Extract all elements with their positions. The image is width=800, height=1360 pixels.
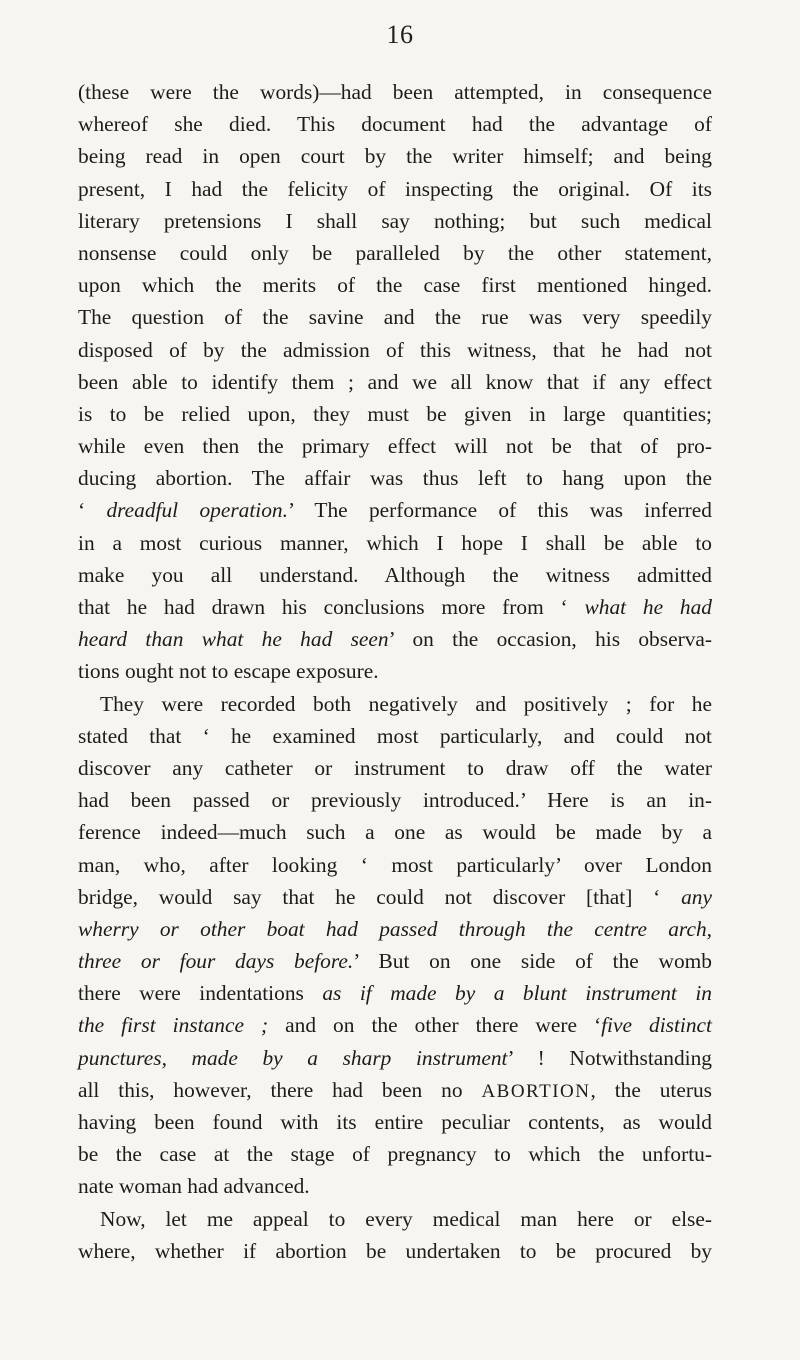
text-line bbox=[78, 1009, 712, 1041]
text-segment: tions ought not to escape exposure. bbox=[78, 659, 379, 684]
text-segment: discover any catheter or instrument to draw off the water bbox=[78, 755, 712, 780]
italic-text: five distinct bbox=[601, 1013, 712, 1038]
text-line bbox=[78, 462, 712, 494]
text-line bbox=[78, 1074, 712, 1106]
text-segment: literary pretensions I shall say nothing; but such medical bbox=[78, 208, 712, 233]
small-caps-text: ABORTION bbox=[481, 1080, 591, 1102]
page-number: 16 bbox=[386, 20, 414, 49]
italic-text: the first instance ; bbox=[78, 1013, 269, 1038]
text-segment: in a most curious manner, which I hope I shall be able to bbox=[78, 530, 712, 555]
text-segment: that he had drawn his conclusions more from ‘ bbox=[78, 595, 585, 619]
text-segment: and on the other there were ‘ bbox=[268, 1013, 602, 1038]
text-segment: all this, however, there had been no bbox=[78, 1077, 482, 1102]
text-line bbox=[78, 591, 712, 623]
text-segment: be the case at the stage of pregnancy to which the unfortu- bbox=[78, 1142, 712, 1167]
text-line bbox=[78, 430, 712, 462]
text-line bbox=[78, 205, 712, 237]
italic-text: as if made by a blunt instrument in bbox=[322, 981, 712, 1006]
text-line bbox=[78, 816, 712, 848]
text-segment: stated that ‘ he examined most particularly, and could not bbox=[78, 723, 712, 748]
text-segment: nonsense could only be paralleled by the other statement, bbox=[78, 240, 712, 265]
text-segment: having been found with its entire peculiar contents, as would bbox=[78, 1110, 712, 1134]
text-line bbox=[78, 1106, 712, 1138]
text-segment: ’ on the occasion, his observa- bbox=[388, 627, 713, 652]
text-segment: upon which the merits of the case first mentioned hinged. bbox=[78, 273, 712, 298]
text-line bbox=[78, 108, 712, 140]
text-segment: ’ But on one side of the womb bbox=[353, 949, 712, 974]
text-line bbox=[78, 688, 712, 720]
text-line bbox=[78, 237, 712, 269]
text-segment: is to be relied upon, they must be given in large quantities; bbox=[78, 401, 712, 426]
text-segment: while even then the primary effect will not be that of pro- bbox=[78, 434, 712, 459]
text-segment: had been passed or previously introduced.’ Here is an in- bbox=[78, 788, 712, 813]
text-line bbox=[78, 913, 712, 945]
text-line bbox=[78, 655, 712, 687]
text-line bbox=[78, 1138, 712, 1170]
text-segment: man, who, after looking ‘ most particularly’ over London bbox=[78, 852, 712, 877]
text-line bbox=[78, 527, 712, 559]
text-segment: ‘ bbox=[78, 498, 107, 523]
text-line bbox=[78, 1203, 712, 1235]
text-segment: make you all understand. Although the witness admitted bbox=[78, 562, 712, 587]
text-segment: The question of the savine and the rue was very speedily bbox=[78, 305, 712, 330]
text-segment: nate woman had advanced. bbox=[78, 1174, 310, 1199]
text-line bbox=[78, 494, 712, 526]
text-segment: there were indentations bbox=[78, 981, 323, 1006]
text-line bbox=[78, 1170, 712, 1202]
text-segment: They were recorded both negatively and positively ; for he bbox=[100, 691, 712, 716]
text-segment: been able to identify them ; and we all know that if any effect bbox=[78, 369, 712, 394]
text-line bbox=[78, 849, 712, 881]
text-segment: ’ The performance of this was inferred bbox=[287, 498, 712, 523]
text-segment: being read in open court by the writer himself; and being bbox=[78, 144, 712, 169]
text-line bbox=[78, 1042, 712, 1074]
text-line bbox=[78, 752, 712, 784]
text-segment: , the uterus bbox=[590, 1077, 713, 1102]
italic-text: what he had bbox=[584, 595, 712, 619]
text-segment: disposed of by the admission of this witness, that he had not bbox=[78, 337, 712, 362]
text-line bbox=[78, 720, 712, 752]
italic-text: three or four days before. bbox=[78, 949, 354, 974]
italic-text: wherry or other boat had passed through the centre arch, bbox=[78, 916, 712, 941]
text-segment: whereof she died. This document had the advantage of bbox=[78, 112, 712, 137]
text-line bbox=[78, 366, 712, 398]
text-line bbox=[78, 559, 712, 591]
body-text bbox=[78, 76, 712, 1267]
text-segment: Now, let me appeal to every medical man here or else- bbox=[100, 1206, 712, 1231]
text-line bbox=[78, 977, 712, 1009]
text-line bbox=[78, 301, 712, 333]
text-line bbox=[78, 334, 712, 366]
text-segment: present, I had the felicity of inspecting the original. Of its bbox=[78, 176, 712, 201]
text-segment: where, whether if abortion be undertaken to be procured by bbox=[78, 1238, 712, 1263]
text-segment: ference indeed—much such a one as would be made by a bbox=[78, 820, 712, 845]
italic-text: heard than what he had seen bbox=[78, 627, 389, 652]
text-line bbox=[78, 398, 712, 430]
text-line bbox=[78, 269, 712, 301]
text-line bbox=[78, 623, 712, 655]
italic-text: punctures, made by a sharp instrument bbox=[78, 1045, 508, 1070]
text-line bbox=[78, 784, 712, 816]
italic-text: dreadful operation. bbox=[106, 498, 288, 523]
text-line bbox=[78, 1235, 712, 1267]
text-line bbox=[78, 140, 712, 172]
text-line bbox=[78, 76, 712, 108]
italic-text: any bbox=[681, 884, 712, 909]
text-segment: ’ ! Notwithstanding bbox=[507, 1045, 712, 1070]
text-segment: ducing abortion. The affair was thus left to hang upon the bbox=[78, 466, 712, 491]
text-segment: bridge, would say that he could not discover [that] ‘ bbox=[78, 884, 682, 909]
text-line bbox=[78, 881, 712, 913]
text-line bbox=[78, 945, 712, 977]
text-segment: (these were the words)—had been attempted, in consequence bbox=[78, 80, 712, 104]
text-line bbox=[78, 173, 712, 205]
